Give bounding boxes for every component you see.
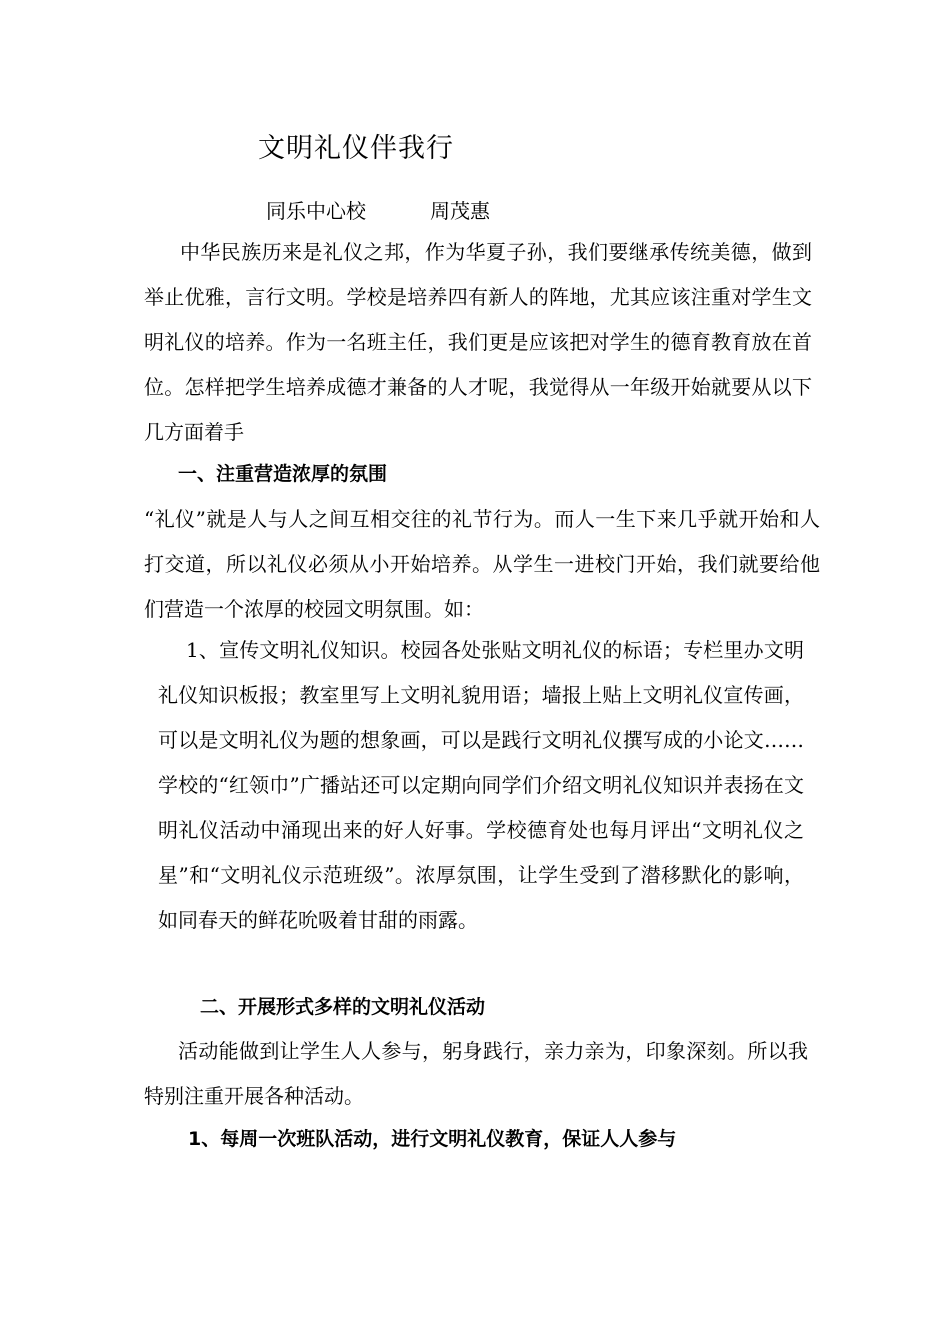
- section2-subheading: 1、每周一次班队活动，进行文明礼仪教育，保证人人参与: [188, 1128, 677, 1150]
- intro-text: 中华民族历来是礼仪之邦，作为华夏子孙，我们要继承传统美德，做到举止优雅，言行文明。学校是培养四有新人的阵地，尤其应该注重对学生文明礼仪的培养。作为一名班主任，我们更是应该把对学生的德育教育放在首位。怎样把学生培养成德才兼备的人才呢，我觉得从一年级开始就要从以下几方面着手: [144, 240, 812, 444]
- section1-text: “礼仪”就是人与人之间互相交往的礼节行为。而人一生下来几乎就开始和人打交道，所以礼仪必须从小开始培养。从学生一进校门开始，我们就要给他们营造一个浓厚的校园文明氛围。如：: [144, 507, 820, 621]
- list-item: 1、宣传文明礼仪知识。校园各处张贴文明礼仪的标语；专栏里办文明礼仪知识板报；教室里写上文明礼貌用语；墙报上贴上文明礼仪宣传画，可以是文明礼仪为题的想象画，可以是践行文明礼仪撰写成的小论文……学校的“红领巾”广播站还可以定期向同学们介绍文明礼仪知识并表扬在文明礼仪活动中涌现出来的好人好事。学校德育处也每月评出“文明礼仪之星”和“文明礼仪示范班级”。浓厚氛围，让学生受到了潜移默化的影响，如同春天的鲜花吮吸着甘甜的雨露。: [158, 638, 804, 932]
- section2-text: 活动能做到让学生人人参与，躬身践行，亲力亲为，印象深刻。所以我特别注重开展各种活动。: [144, 1039, 808, 1108]
- section1-list: [158, 628, 804, 943]
- author-line: [266, 196, 490, 226]
- section2-paragraph: [144, 1029, 808, 1119]
- section2-heading: 二、开展形式多样的文明礼仪活动: [200, 996, 486, 1018]
- school-name: 同乐中心校: [266, 199, 366, 223]
- intro-paragraph: [144, 230, 812, 455]
- section1-heading: 一、注重营造浓厚的氛围: [178, 463, 388, 485]
- document-title: 文明礼仪伴我行: [258, 133, 454, 164]
- section1-paragraph: [144, 497, 820, 632]
- author-name: 周茂惠: [430, 199, 490, 223]
